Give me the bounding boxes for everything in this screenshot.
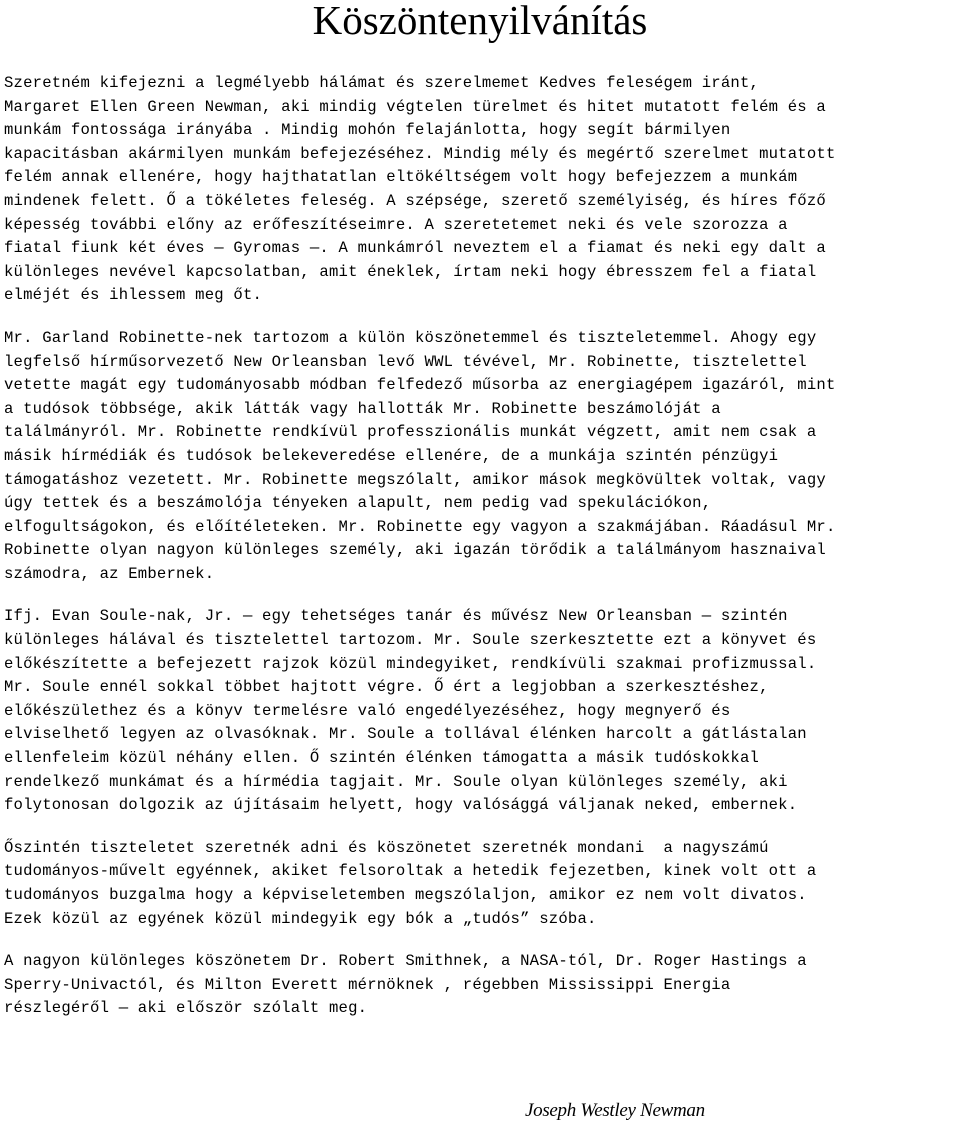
document-body: [4, 72, 960, 1040]
paragraph-wife: Szeretném kifejezni a legmélyebb hálámat és szerelmemet Kedves feleségem iránt, Margaret Ellen Green Newman, aki mindig végtelen türelmet és hitet mutatott felém és a munkám fontossága irányába . Mindig mohón felajánlotta, hogy segít bármilyen kapacitásban akármilyen munkám befejezéséhez. Mindig mély és megértő szerelmet mutatott felém annak ellenére, hogy hajthatatlan eltökéltségem volt hogy befejezzem a munkám mindenek felett. Ő a tökéletes feleség. A szépsége, szerető személyiség, és híres főző képesség további előny az erőfeszítéseimre. A szeretetemet neki és vele szorozza a fiatal fiunk két éves — Gyromas —. A munkámról neveztem el a fiamat és neki egy dalt a különleges nevével kapcsolatban, amit éneklek, írtam neki hogy ébresszem fel a fiatal elméjét és ihlessem meg őt.: [4, 74, 836, 305]
page-title: Köszöntenyilvánítás: [312, 0, 648, 43]
paragraph-soule: Ifj. Evan Soule-nak, Jr. — egy tehetséges tanár és művész New Orleansban — szintén különleges hálával és tisztelettel tartozom. Mr. Soule szerkesztette ezt a könyvet és előkészítette a befejezett rajzok közül mindegyiket, rendkívüli szakmai profizmussal. Mr. Soule ennél sokkal többet hajtott végre. Ő ért a legjobban a szerkesztéshez, előkészülethez és a könyv termelésre való engedélyezéséhez, hogy megnyerő és elviselhető legyen az olvasóknak. Mr. Soule a tollával élénken harcolt a gátlástalan ellenfeleim közül néhány ellen. Ő szintén élénken támogatta a másik tudóskokkal rendelkező munkámat és a hírmédia tagjait. Mr. Soule olyan különleges személy, aki folytonosan dolgozik az újításaim helyett, hogy valósággá váljanak neked, embernek.: [4, 607, 817, 815]
author-signature: Joseph Westley Newman: [525, 1100, 705, 1121]
paragraph-special-thanks: A nagyon különleges köszönetem Dr. Robert Smithnek, a NASA-tól, Dr. Roger Hastings a Sperry-Univactól, és Milton Everett mérnöknek , régebben Mississippi Energia részlegéről — aki először szólalt meg.: [4, 952, 807, 1018]
paragraph-scientists: Őszintén tiszteletet szeretnék adni és köszönetet szeretnék mondani a nagyszámú tudományos-művelt egyénnek, akiket felsoroltak a hetedik fejezetben, kinek volt ott a tudományos buzgalma hogy a képviseletemben megszólaljon, amikor ez nem volt divatos. Ezek közül az egyének közül mindegyik egy bók a „tudós” szóba.: [4, 838, 817, 928]
paragraph-robinette: Mr. Garland Robinette-nek tartozom a külön köszönetemmel és tiszteletemmel. Ahogy egy legfelső hírműsorvezető New Orleansban levő WWL tévével, Mr. Robinette, tisztelettel vetette magát egy tudományosabb módban felfedező műsorba az energiagépem igazáról, mint a tudósok többsége, akik látták vagy hallották Mr. Robinette beszámolóját a találmányról. Mr. Robinette rendkívül professzionális munkát végzett, amit nem csak a másik hírmédiák és tudósok belekeveredése ellenére, de a munkája szintén pénzügyi támogatáshoz vezetett. Mr. Robinette megszólalt, amikor mások megkövültek voltak, vagy úgy tettek és a beszámolója tényeken alapult, nem pedig vad spekulációkon, elfogultságokon, és előítéleteken. Mr. Robinette egy vagyon a szakmájában. Ráadásul Mr. Robinette olyan nagyon különleges személy, aki igazán törődik a találmányom hasznaival számodra, az Embernek.: [4, 328, 836, 583]
